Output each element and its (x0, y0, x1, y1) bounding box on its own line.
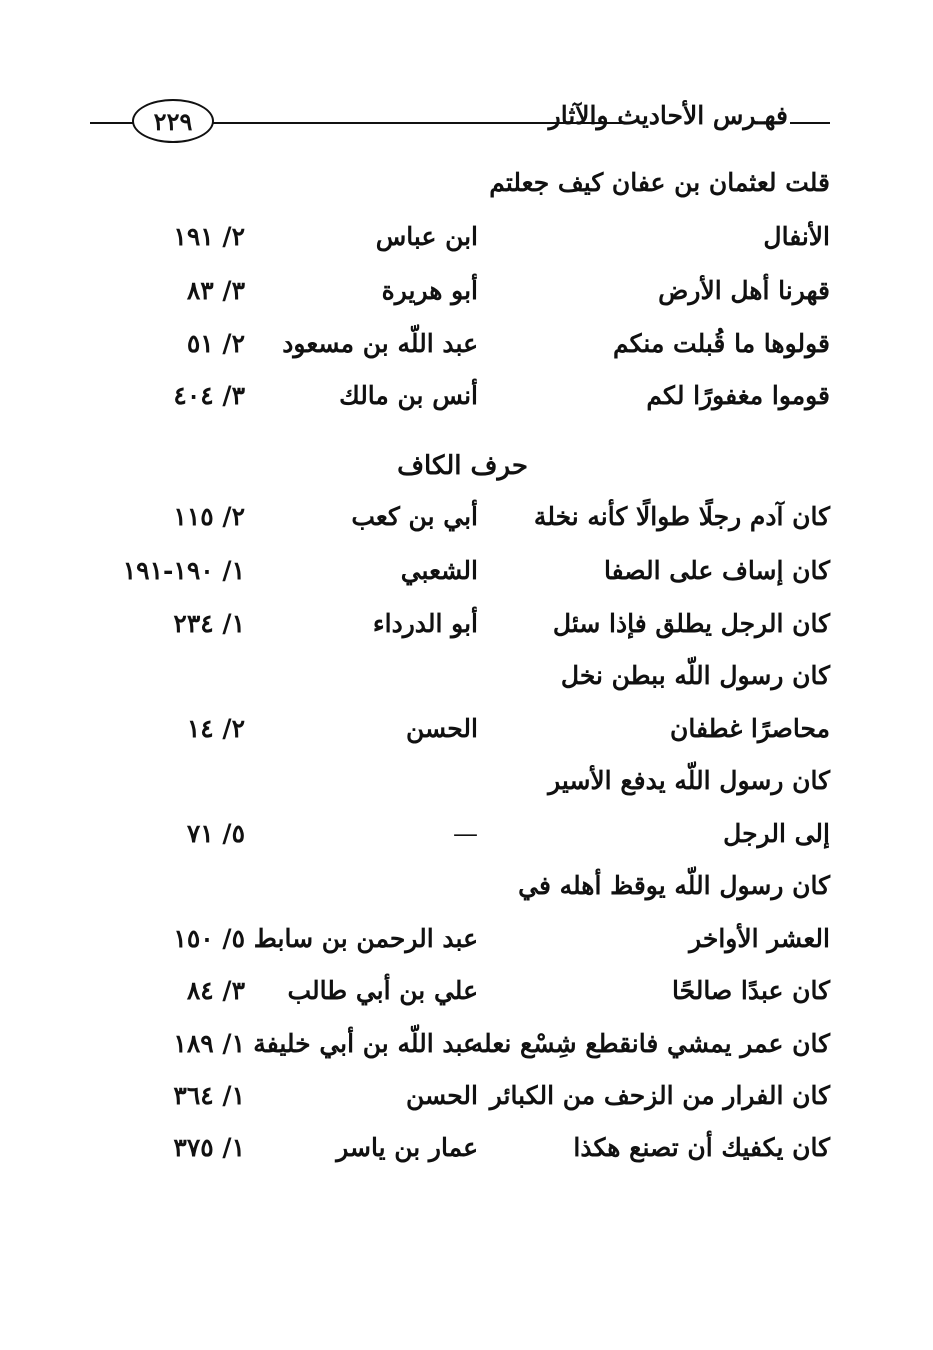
index-row (95, 502, 830, 542)
volume-page-ref: ١/ ٣٧٥ (173, 1133, 245, 1162)
index-row (95, 819, 830, 859)
hadith-text: الأنفال (763, 222, 830, 251)
hadith-text: قوموا مغفورًا لكم (646, 381, 830, 410)
volume-page-ref: ١/ ١٩٠-١٩١ (122, 556, 245, 585)
hadith-text: محاصرًا غطفان (669, 714, 830, 743)
narrator-name: أبي بن كعب (351, 502, 478, 531)
volume-page-ref: ٣/ ٨٣ (186, 276, 245, 305)
narrator-name: عمار بن ياسر (336, 1133, 478, 1162)
hadith-text: كان الرجل يطلق فإذا سئل (552, 609, 830, 638)
volume-page-ref: ٢/ ١١٥ (173, 502, 245, 531)
volume-page-ref: ٢/ ٥١ (186, 329, 245, 358)
narrator-name: أنس بن مالك (339, 381, 478, 410)
index-row (95, 276, 830, 316)
volume-page-ref: ١/ ٢٣٤ (173, 609, 245, 638)
narrator-name: — (453, 819, 478, 848)
narrator-name: أبو الدرداء (372, 609, 478, 638)
index-row (95, 1133, 830, 1173)
volume-page-ref: ٣/ ٤٠٤ (173, 381, 245, 410)
index-row (95, 871, 830, 911)
narrator-name: الحسن (405, 714, 478, 743)
hadith-text: كان رسول اللّه يوقظ أهله في (518, 871, 830, 900)
section-heading: حرف الكاف (397, 451, 528, 481)
hadith-text: قلت لعثمان بن عفان كيف جعلتم (489, 168, 830, 197)
volume-page-ref: ٥/ ١٥٠ (173, 924, 245, 953)
hadith-text: قهرنا أهل الأرض (658, 276, 830, 305)
index-row (95, 222, 830, 262)
hadith-text: كان عمر يمشي فانقطع شِسْع نعله (470, 1029, 830, 1058)
hadith-text: كان آدم رجلًا طوالًا كأنه نخلة (533, 502, 830, 531)
narrator-name: الشعبي (400, 556, 478, 585)
index-row (95, 556, 830, 596)
index-row (95, 329, 830, 369)
hadith-text: كان إساف على الصفا (604, 556, 830, 585)
hadith-text: كان رسول اللّه ببطن نخل (560, 661, 830, 690)
narrator-name: الحسن (405, 1081, 478, 1110)
hadith-text: كان عبدًا صالحًا (671, 976, 830, 1005)
hadith-text: قولوها ما قُبلت منكم (612, 329, 830, 358)
index-row (95, 1029, 830, 1069)
narrator-name: عبد الرحمن بن سابط (253, 924, 478, 953)
header-rule-left (90, 122, 134, 124)
header-rule-right (790, 122, 830, 124)
volume-page-ref: ٢/ ١٩١ (173, 222, 245, 251)
index-row (95, 766, 830, 806)
volume-page-ref: ١/ ١٨٩ (173, 1029, 245, 1058)
index-row (95, 381, 830, 421)
page-title: فهـرس الأحاديث والآثار (548, 101, 788, 130)
index-row (95, 661, 830, 701)
page-header (90, 95, 830, 155)
page-number: ٢٢٩ (132, 99, 214, 143)
hadith-text: كان رسول اللّه يدفع الأسير (548, 766, 830, 795)
hadith-text: العشر الأواخر (689, 924, 830, 953)
volume-page-ref: ١/ ٣٦٤ (173, 1081, 245, 1110)
hadith-text: كان يكفيك أن تصنع هكذا (573, 1133, 830, 1162)
hadith-text: كان الفرار من الزحف من الكبائر (489, 1081, 830, 1110)
narrator-name: ابن عباس (375, 222, 478, 251)
narrator-name: عبد اللّه بن مسعود (282, 329, 478, 358)
volume-page-ref: ٣/ ٨٤ (186, 976, 245, 1005)
narrator-name: علي بن أبي طالب (287, 976, 478, 1005)
volume-page-ref: ٥/ ٧١ (186, 819, 245, 848)
index-row (95, 168, 830, 208)
narrator-name: أبو هريرة (381, 276, 478, 305)
index-row (95, 609, 830, 649)
index-row (95, 976, 830, 1016)
hadith-text: إلى الرجل (723, 819, 830, 848)
index-row (95, 924, 830, 964)
volume-page-ref: ٢/ ١٤ (186, 714, 245, 743)
index-row (95, 1081, 830, 1121)
narrator-name: عبد اللّه بن أبي خليفة (253, 1029, 478, 1058)
index-row (95, 714, 830, 754)
